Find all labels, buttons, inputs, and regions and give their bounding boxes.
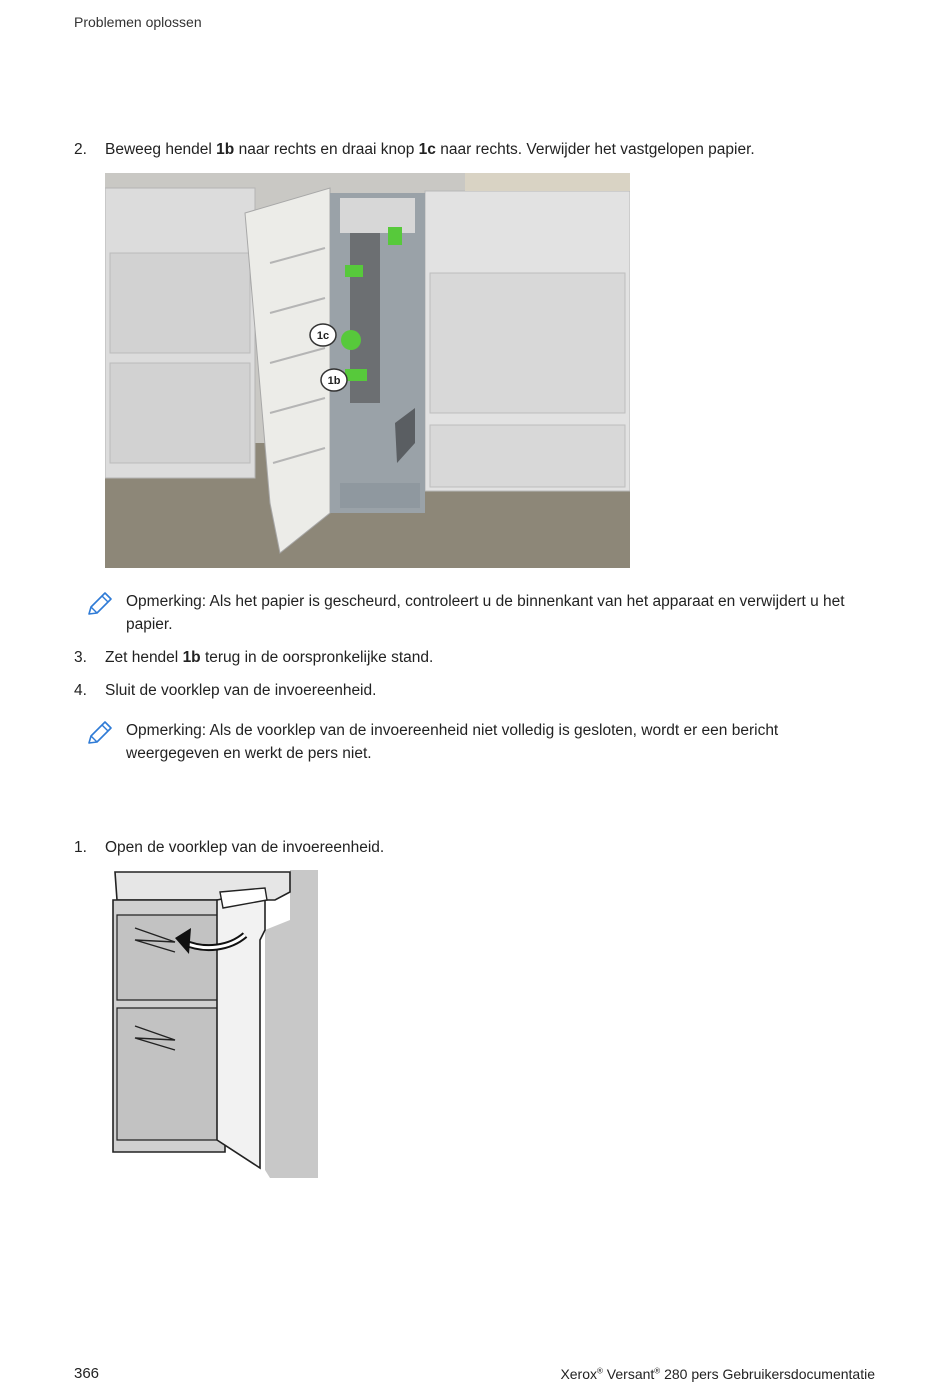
knob-1c [341,330,361,350]
note-pencil-icon [86,590,114,618]
step-text: Open de voorklep van de invoereenheid. [105,839,385,856]
note-text: Opmerking: Als de voorklep van de invoereenheid niet volledig is gesloten, wordt er een bericht weergegeven en werkt de pers niet. [126,722,779,762]
callout-1c [310,324,336,346]
step-2 [74,139,755,161]
note-pencil-icon [86,719,114,747]
step-text: Sluit de voorklep van de invoereenheid. [105,682,377,699]
footer-rest: 280 pers Gebruikersdocumentatie [660,1366,875,1382]
step-3 [74,647,433,669]
step-text: Beweeg hendel [105,141,217,158]
note-2 [86,719,866,765]
step-number: 3. [74,649,87,666]
footer-brand: Xerox [560,1366,598,1382]
callout-1b [321,369,347,391]
step-1 [74,837,384,859]
step-text: naar rechts. Verwijder het vastgelopen papier. [435,141,755,158]
callout-1b-label: 1b [327,375,341,387]
front-cover [217,890,265,1168]
label-1b: 1b [216,141,235,158]
step-text: Zet hendel [105,649,183,666]
callout-1c-label: 1c [316,330,330,342]
green-knob [388,227,402,245]
lever-1b [345,369,367,381]
upper-tray [117,915,221,1000]
note-text: Opmerking: Als het papier is gescheurd, controleert u de binnenkant van het apparaat en verwijdert u het papier. [126,593,845,633]
step-4 [74,680,376,702]
step-number: 1. [74,839,87,856]
green-knob [345,265,363,277]
lower-tray [117,1008,221,1140]
page-number: 366 [74,1365,100,1382]
step-number: 2. [74,141,87,158]
label-1c: 1c [418,141,436,158]
step-text: naar rechts en draai knop [234,141,419,158]
footer-document-title [560,1366,875,1382]
registered-mark: ® [597,1366,603,1376]
printer-photo [105,173,630,568]
note-1 [86,590,866,636]
registered-mark: ® [654,1366,661,1376]
step-text: terug in de oorspronkelijke stand. [200,649,434,666]
running-header: Problemen oplossen [74,14,202,30]
label-1b: 1b [182,649,201,666]
step-number: 4. [74,682,87,699]
footer-product: Versant [602,1366,655,1382]
front-cover-illustration [105,870,318,1178]
